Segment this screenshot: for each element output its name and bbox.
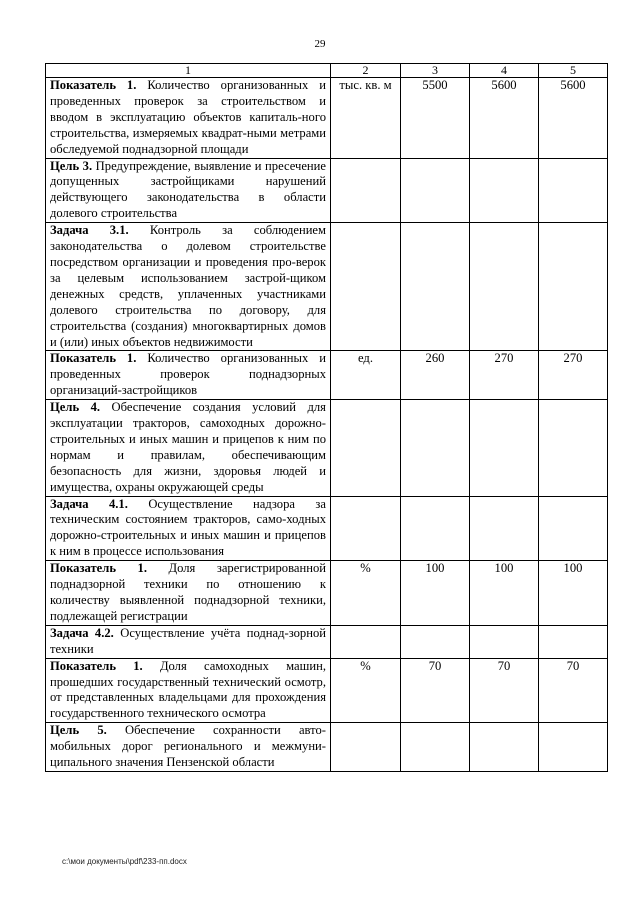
row-unit — [331, 223, 401, 351]
row-value-col3 — [401, 723, 470, 772]
row-value-col4: 270 — [470, 351, 539, 400]
row-value-col3: 100 — [401, 561, 470, 626]
row-description — [46, 400, 331, 496]
page-number: 29 — [314, 38, 326, 50]
row-text: Осуществление надзора за техническим состоянием тракторов, само-ходных дорожно-строительных и иных машин и прицепов к ним в процессе использования — [50, 496, 326, 559]
row-label: Задача 3.1. — [50, 223, 129, 238]
row-value-col4 — [470, 400, 539, 496]
row-label: Цель 5. — [50, 723, 107, 738]
row-unit — [331, 496, 401, 561]
row-unit: тыс. кв. м — [331, 78, 401, 159]
table-row — [46, 400, 608, 496]
row-value-col5 — [539, 158, 608, 223]
row-text: Обеспечение создания условий для эксплуатации тракторов, самоходных дорожно-строительных и иных машин и прицепов к ним по нормам и правилам, обеспечивающим безопасность для жизни, здоровья людей и имущества, охраны окружающей среды — [50, 400, 326, 494]
row-label: Задача 4.2. — [50, 625, 114, 640]
row-value-col3 — [401, 496, 470, 561]
header-col-4: 4 — [470, 64, 539, 78]
row-description — [46, 223, 331, 351]
row-value-col3 — [401, 400, 470, 496]
table-row — [46, 78, 608, 159]
header-col-1: 1 — [46, 64, 331, 78]
row-unit: % — [331, 561, 401, 626]
table-row — [46, 658, 608, 723]
row-text: Количество организованных и проведенных проверок поднадзорных организаций-застройщиков — [50, 351, 326, 398]
row-value-col4: 70 — [470, 658, 539, 723]
row-text: Контроль за соблюдением законодательства о долевом строительстве посредством организации и проведения про-верок за целевым использованием застрой-щиком денежных средств, уплаченных участниками долевого строительства по договору, для строительства (создания) многоквартирных домов и (или) иных объектов недвижимости — [50, 223, 326, 349]
row-description — [46, 723, 331, 772]
table-row — [46, 223, 608, 351]
row-label: Показатель 1. — [50, 78, 137, 92]
table-row — [46, 158, 608, 223]
row-value-col5 — [539, 496, 608, 561]
indicators-table — [45, 63, 608, 772]
row-value-col5 — [539, 400, 608, 496]
row-description — [46, 158, 331, 223]
row-unit — [331, 723, 401, 772]
row-label: Показатель 1. — [50, 351, 137, 366]
row-label: Показатель 1. — [50, 561, 147, 576]
row-text: Количество организованных и проведенных проверок за строительством и вводом в эксплуатацию объектов капиталь-ного строительства, измеряемых квадрат-ными метрами обследуемой поднадзорной площади — [50, 78, 326, 156]
table-row — [46, 625, 608, 658]
row-value-col4 — [470, 723, 539, 772]
row-value-col5 — [539, 625, 608, 658]
row-description — [46, 658, 331, 723]
row-text: Осуществление учёта поднад-зорной техники — [50, 625, 327, 656]
header-col-3: 3 — [401, 64, 470, 78]
row-value-col3: 5500 — [401, 78, 470, 159]
row-description — [46, 351, 331, 400]
header-col-2: 2 — [331, 64, 401, 78]
row-label: Цель 4. — [50, 400, 101, 415]
row-value-col4 — [470, 223, 539, 351]
file-path-footer: c:\мои документы\pdf\233-пп.docx — [62, 857, 187, 866]
row-text: Предупреждение, выявление и пресечение допущенных застройщиками нарушений действующего законодательства в области долевого строительства — [50, 158, 326, 221]
row-description — [46, 561, 331, 626]
row-value-col3 — [401, 625, 470, 658]
row-unit: ед. — [331, 351, 401, 400]
row-value-col5 — [539, 223, 608, 351]
table-row — [46, 496, 608, 561]
row-text: Доля зарегистрированной поднадзорной техники по отношению к количеству выявленной поднадзорной техники, подлежащей регистрации — [50, 561, 326, 623]
row-value-col5: 70 — [539, 658, 608, 723]
row-unit — [331, 400, 401, 496]
table-row — [46, 723, 608, 772]
row-label: Задача 4.1. — [50, 496, 128, 511]
row-text: Обеспечение сохранности авто-мобильных дорог регионального и межмуни-ципального значения Пензенской области — [50, 723, 326, 770]
row-value-col3: 260 — [401, 351, 470, 400]
row-value-col5 — [539, 723, 608, 772]
row-value-col4 — [470, 496, 539, 561]
row-value-col5: 100 — [539, 561, 608, 626]
row-value-col4 — [470, 625, 539, 658]
row-unit — [331, 625, 401, 658]
table-row — [46, 351, 608, 400]
row-value-col4 — [470, 158, 539, 223]
row-value-col4: 5600 — [470, 78, 539, 159]
table-row — [46, 561, 608, 626]
row-value-col5: 270 — [539, 351, 608, 400]
row-text: Доля самоходных машин, прошедших государственный технический осмотр, от представленных владельцами для прохождения государственного технического осмотра — [50, 658, 326, 721]
row-unit: % — [331, 658, 401, 723]
row-description — [46, 496, 331, 561]
row-label: Цель 3. — [50, 158, 93, 173]
row-unit — [331, 158, 401, 223]
row-label: Показатель 1. — [50, 658, 143, 673]
row-value-col3 — [401, 223, 470, 351]
table-header-row — [46, 64, 608, 78]
header-col-5: 5 — [539, 64, 608, 78]
row-description — [46, 625, 331, 658]
row-value-col4: 100 — [470, 561, 539, 626]
row-description — [46, 78, 331, 159]
row-value-col3: 70 — [401, 658, 470, 723]
row-value-col5: 5600 — [539, 78, 608, 159]
row-value-col3 — [401, 158, 470, 223]
